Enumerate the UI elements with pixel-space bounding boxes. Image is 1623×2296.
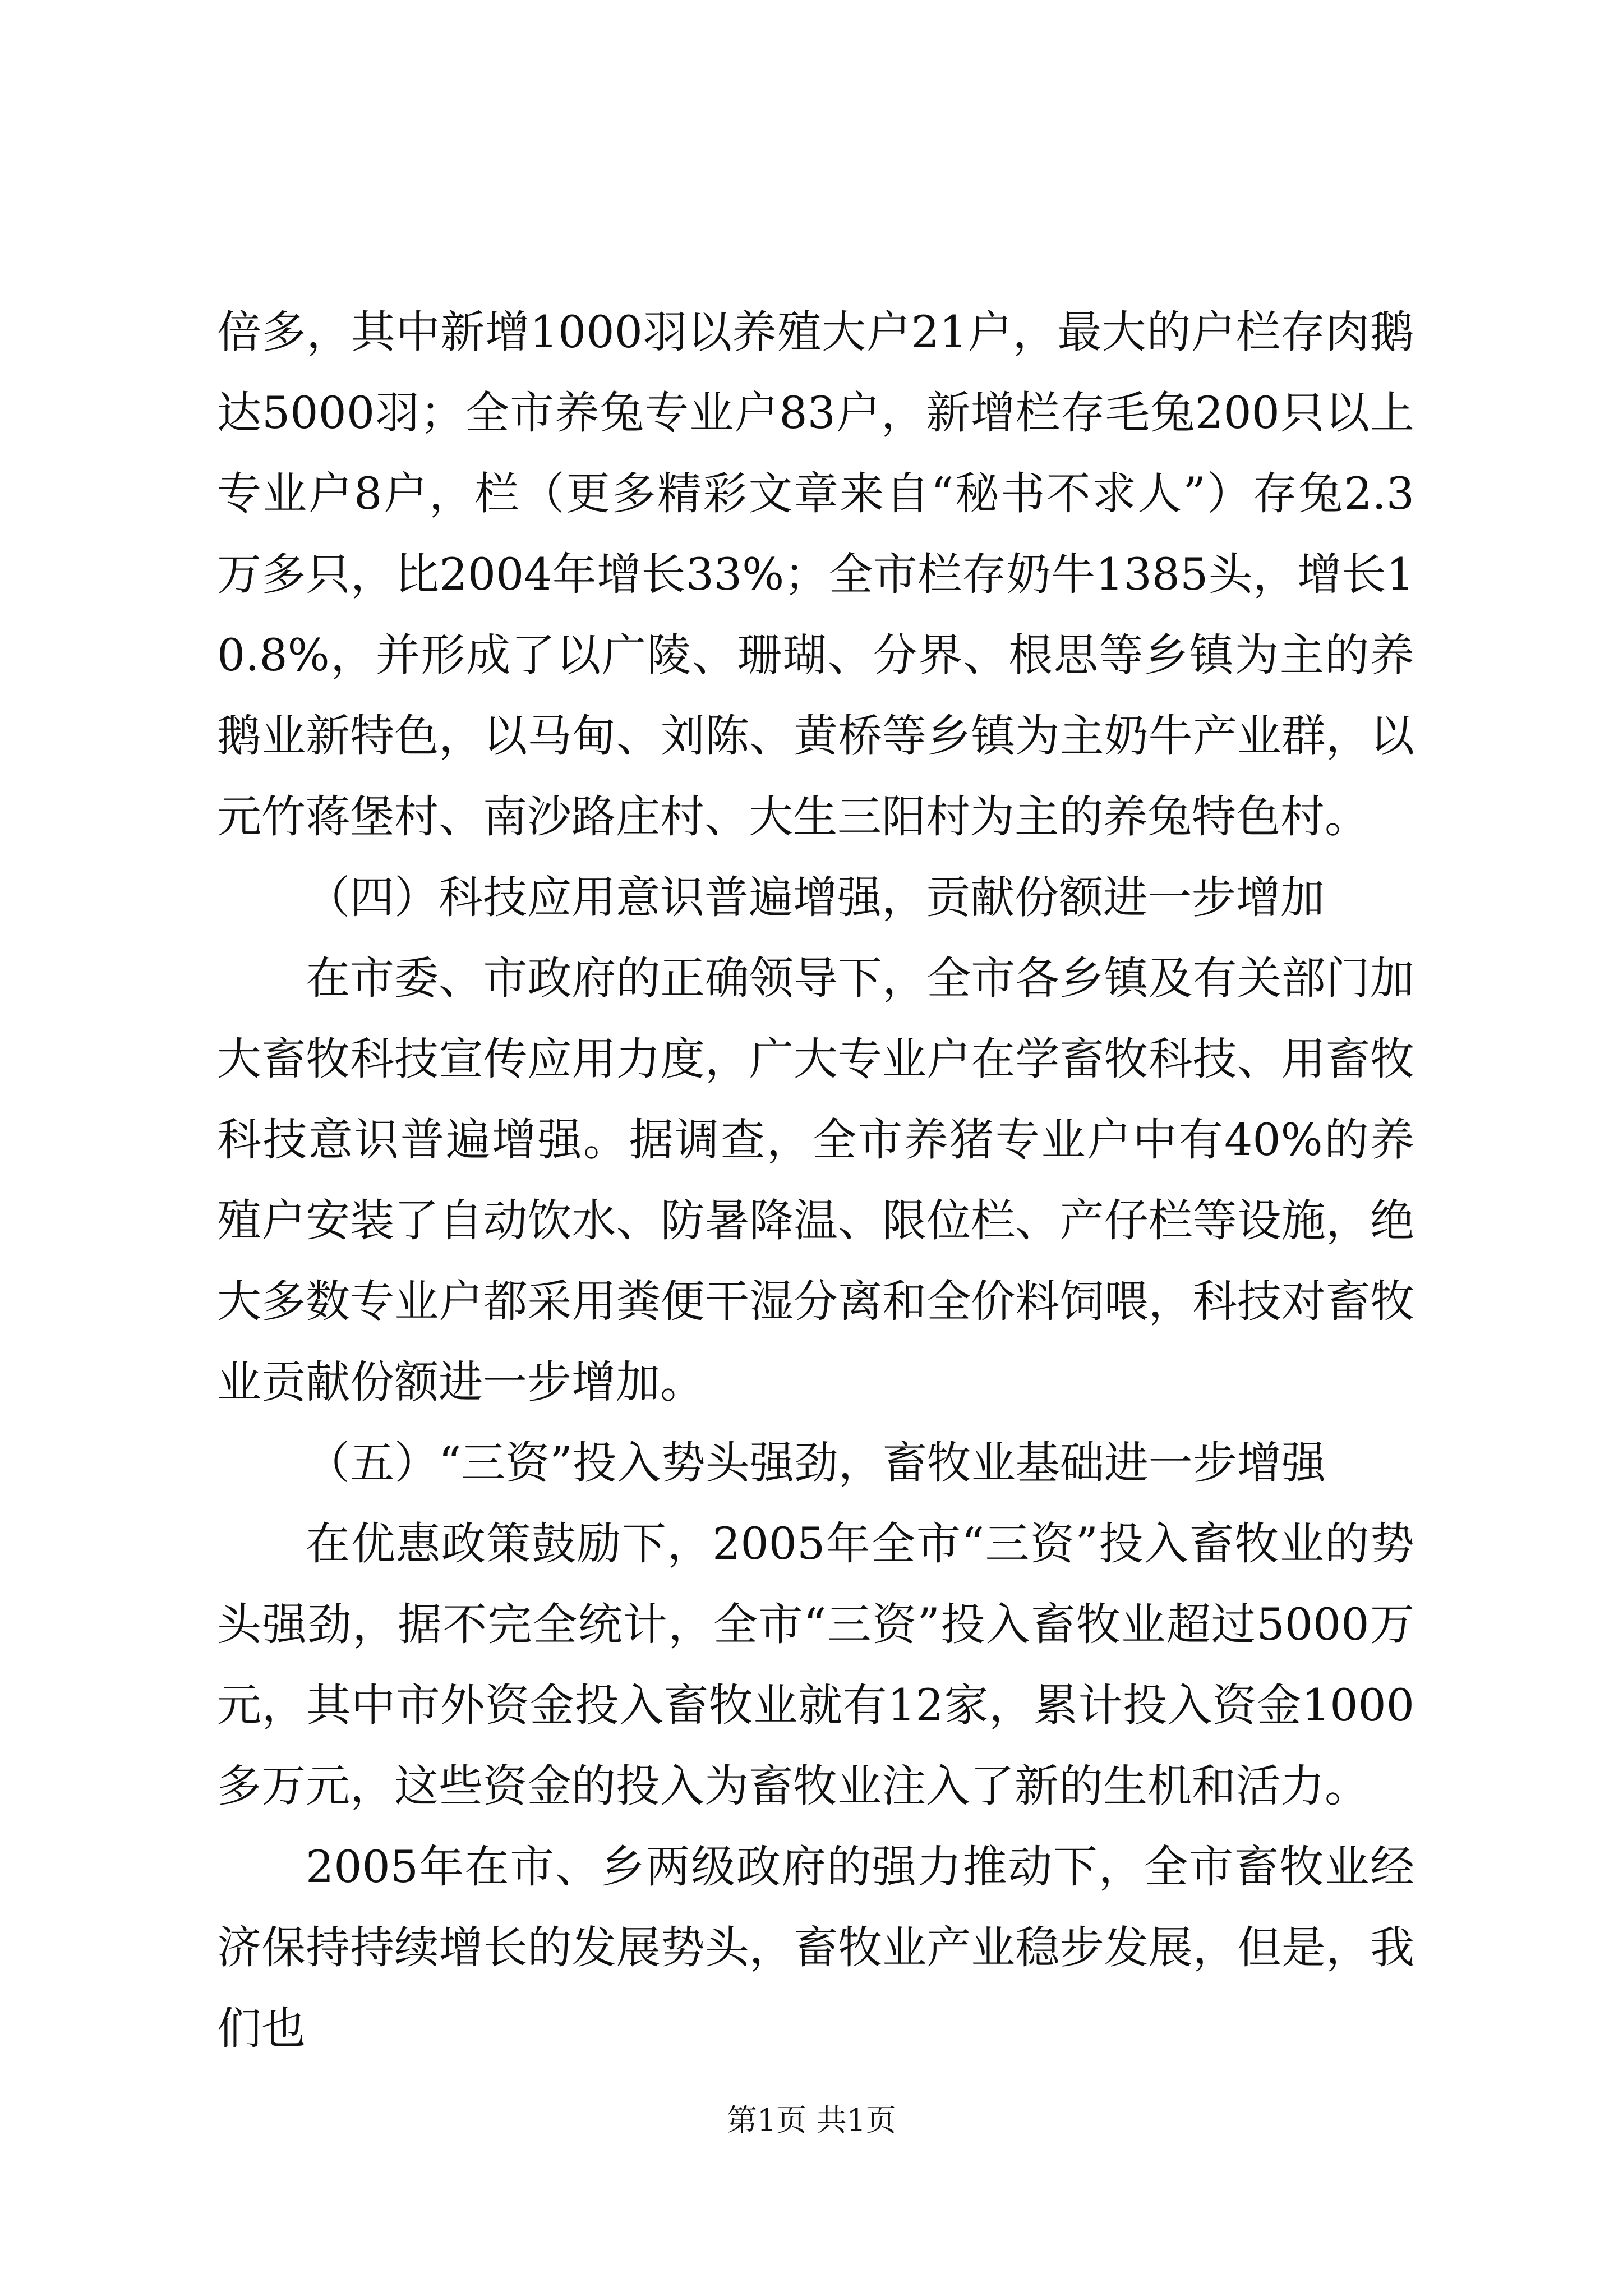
paragraph-investment: 在优惠政策鼓励下，2005年全市“三资”投入畜牧业的势头强劲，据不完全统计，全市“三资”投入畜牧业超过5000万元，其中市外资金投入畜牧业就有12家，累计投入资金1000多万元，这些资金的投入为畜牧业注入了新的生机和活力。 <box>217 1518 1414 1812</box>
paragraph-summary: 2005年在市、乡两级政府的强力推动下，全市畜牧业经济保持持续增长的发展势头，畜牧业产业稳步发展，但是，我们也 <box>217 1841 1414 2054</box>
section-heading-4: （四）科技应用意识普遍增强，贡献份额进一步增加 <box>306 872 1325 923</box>
section-heading-5: （五）“三资”投入势头强劲，畜牧业基础进一步增强 <box>306 1437 1326 1489</box>
paragraph-tech-application: 在市委、市政府的正确领导下，全市各乡镇及有关部门加大畜牧科技宣传应用力度，广大专业户在学畜牧科技、用畜牧科技意识普遍增强。据调查，全市养猪专业户中有40%的养殖户安装了自动饮水、防暑降温、限位栏、产仔栏等设施，绝大多数专业户都采用粪便干湿分离和全价料饲喂，科技对畜牧业贡献份额进一步增加。 <box>217 953 1414 1408</box>
document-body <box>217 292 1414 2069</box>
paragraph-continuation: 倍多，其中新增1000羽以养殖大户21户，最大的户栏存肉鹅达5000羽；全市养兔专业户83户，新增栏存毛兔200只以上专业户8户，栏（更多精彩文章来自“秘书不求人”）存兔2.3万多只，比2004年增长33%；全市栏存奶牛1385头，增长10.8%，并形成了以广陵、珊瑚、分界、根思等乡镇为主的养鹅业新特色，以马甸、刘陈、黄桥等乡镇为主奶牛产业群，以元竹蒋堡村、南沙路庄村、大生三阳村为主的养兔特色村。 <box>217 306 1414 843</box>
page-footer: 第1页 共1页 <box>727 2102 896 2138</box>
